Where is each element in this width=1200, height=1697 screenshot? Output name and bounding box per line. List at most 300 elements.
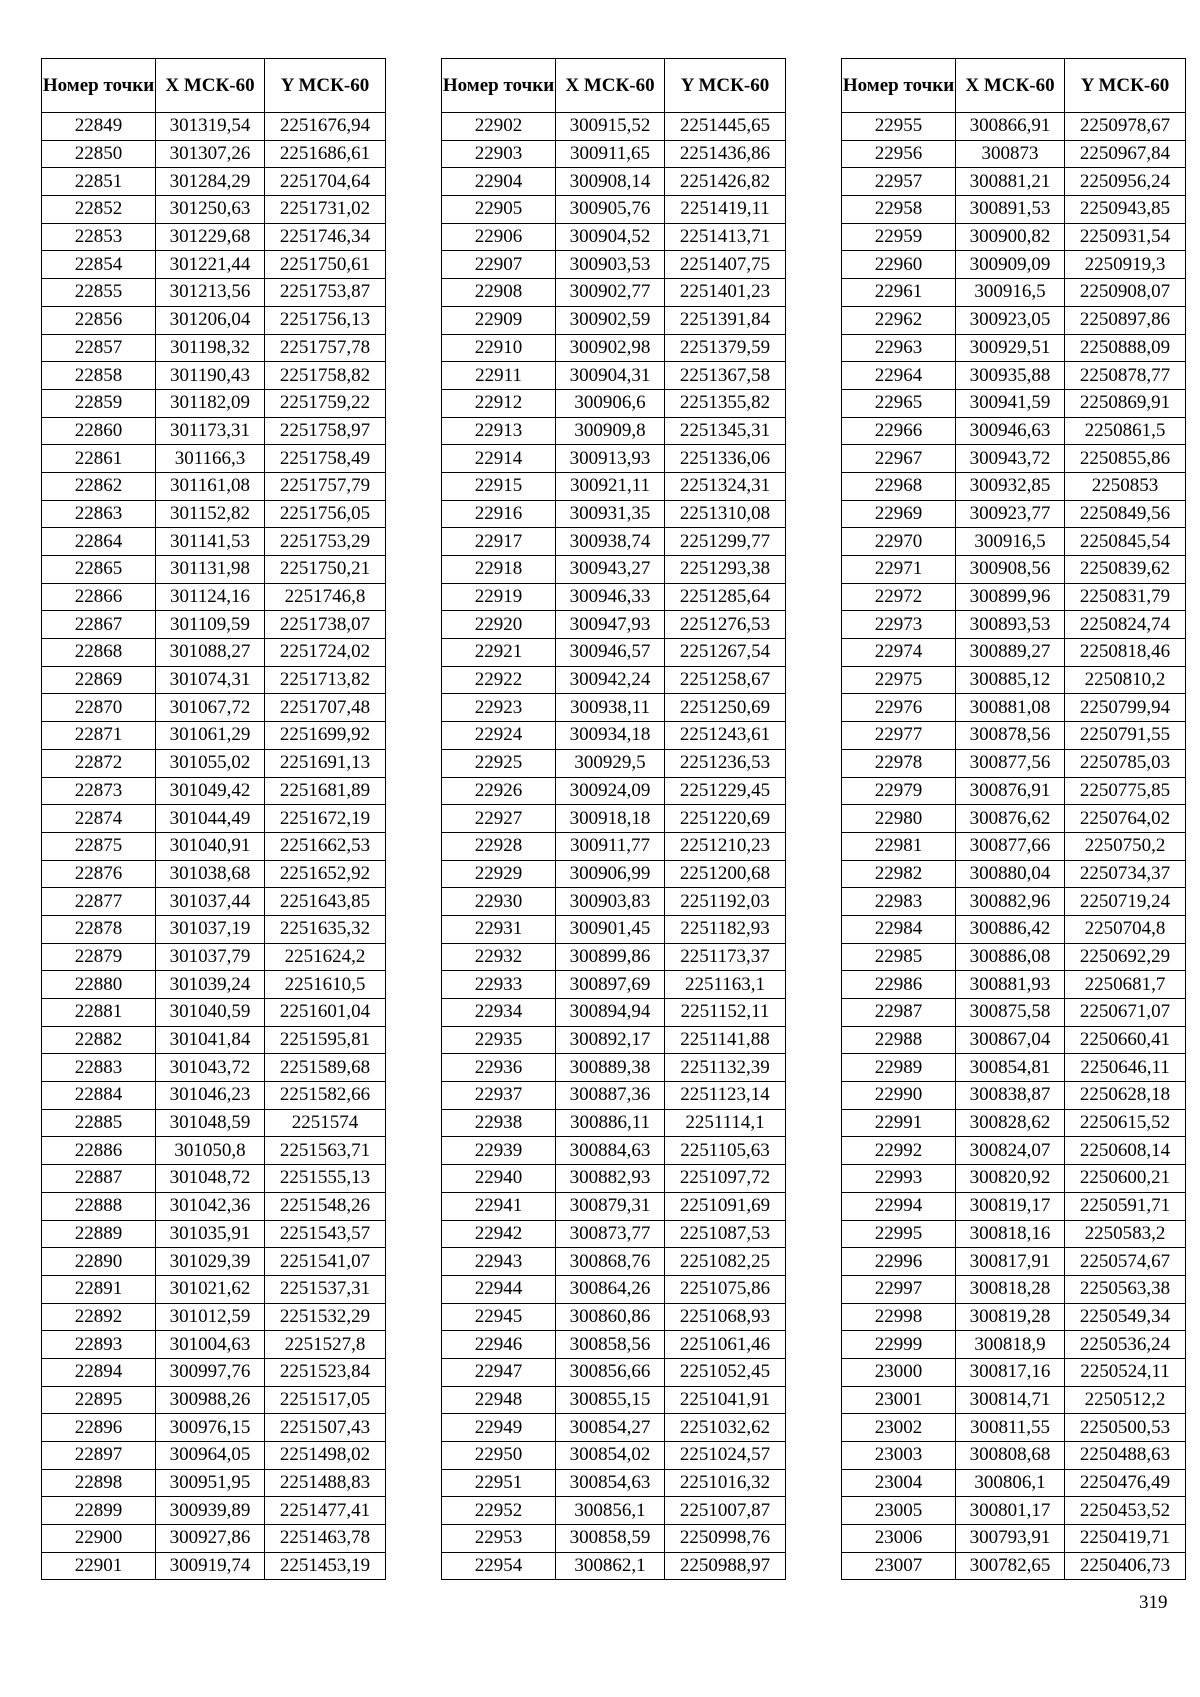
cell-x: 300856,66 [556, 1358, 665, 1386]
cell-x: 301198,32 [156, 334, 265, 362]
cell-point-number: 22934 [442, 999, 556, 1027]
cell-x: 300894,94 [556, 999, 665, 1027]
table-row [442, 528, 786, 556]
cell-y: 2251756,05 [265, 500, 386, 528]
table-row [42, 472, 386, 500]
cell-y: 2251041,91 [665, 1386, 786, 1414]
cell-y: 2251713,82 [265, 666, 386, 694]
cell-point-number: 22898 [42, 1469, 156, 1497]
table-row [442, 805, 786, 833]
cell-y: 2251367,58 [665, 362, 786, 390]
cell-point-number: 22979 [842, 777, 956, 805]
cell-point-number: 22925 [442, 749, 556, 777]
table-row [442, 611, 786, 639]
cell-x: 300855,15 [556, 1386, 665, 1414]
cell-x: 300854,81 [956, 1054, 1065, 1082]
cell-point-number: 22880 [42, 971, 156, 999]
cell-x: 301035,91 [156, 1220, 265, 1248]
table-row [442, 666, 786, 694]
cell-y: 2251488,83 [265, 1469, 386, 1497]
table-row [842, 1220, 1186, 1248]
cell-point-number: 22919 [442, 583, 556, 611]
cell-x: 300886,08 [956, 943, 1065, 971]
cell-y: 2251548,26 [265, 1192, 386, 1220]
table-row [842, 1109, 1186, 1137]
cell-y: 2251007,87 [665, 1497, 786, 1525]
cell-point-number: 22920 [442, 611, 556, 639]
table-row [442, 1054, 786, 1082]
cell-x: 300782,65 [956, 1552, 1065, 1580]
cell-point-number: 22949 [442, 1414, 556, 1442]
cell-y: 2250574,67 [1065, 1248, 1186, 1276]
header-x: X МСК-60 [556, 59, 665, 113]
table-row [842, 1358, 1186, 1386]
cell-y: 2251753,87 [265, 279, 386, 307]
cell-y: 2251704,64 [265, 168, 386, 196]
cell-point-number: 22899 [42, 1497, 156, 1525]
cell-point-number: 22928 [442, 832, 556, 860]
table-row [442, 1414, 786, 1442]
page-number: 319 [1139, 1592, 1168, 1613]
table-row [42, 1192, 386, 1220]
cell-y: 2250831,79 [1065, 583, 1186, 611]
cell-x: 300997,76 [156, 1358, 265, 1386]
header-y: Y МСК-60 [665, 59, 786, 113]
cell-x: 300916,5 [956, 279, 1065, 307]
cell-x: 301124,16 [156, 583, 265, 611]
cell-y: 2250628,18 [1065, 1082, 1186, 1110]
table-row [442, 279, 786, 307]
cell-y: 2251453,19 [265, 1552, 386, 1580]
table-row [42, 389, 386, 417]
cell-x: 301250,63 [156, 196, 265, 224]
table-row [842, 445, 1186, 473]
cell-point-number: 22967 [842, 445, 956, 473]
table-row [842, 1331, 1186, 1359]
table-row [442, 583, 786, 611]
cell-x: 300811,55 [956, 1414, 1065, 1442]
cell-y: 2251676,94 [265, 113, 386, 141]
cell-x: 300923,05 [956, 306, 1065, 334]
cell-y: 2250563,38 [1065, 1275, 1186, 1303]
cell-point-number: 22965 [842, 389, 956, 417]
cell-x: 300947,93 [556, 611, 665, 639]
cell-point-number: 22866 [42, 583, 156, 611]
cell-y: 2251087,53 [665, 1220, 786, 1248]
cell-y: 2251267,54 [665, 639, 786, 667]
cell-point-number: 22911 [442, 362, 556, 390]
cell-x: 300899,86 [556, 943, 665, 971]
cell-point-number: 22914 [442, 445, 556, 473]
cell-point-number: 22954 [442, 1552, 556, 1580]
cell-y: 2250919,3 [1065, 251, 1186, 279]
cell-x: 301141,53 [156, 528, 265, 556]
cell-y: 2251589,68 [265, 1054, 386, 1082]
table-row [442, 389, 786, 417]
cell-point-number: 22968 [842, 472, 956, 500]
cell-x: 300882,93 [556, 1165, 665, 1193]
cell-x: 300904,52 [556, 223, 665, 251]
cell-point-number: 23005 [842, 1497, 956, 1525]
cell-point-number: 22988 [842, 1026, 956, 1054]
cell-x: 301229,68 [156, 223, 265, 251]
cell-point-number: 22943 [442, 1248, 556, 1276]
table-row [442, 1386, 786, 1414]
cell-point-number: 22980 [842, 805, 956, 833]
cell-y: 2251541,07 [265, 1248, 386, 1276]
cell-y: 2251686,61 [265, 140, 386, 168]
cell-y: 2250818,46 [1065, 639, 1186, 667]
cell-point-number: 22859 [42, 389, 156, 417]
table-row [442, 500, 786, 528]
table-row [842, 196, 1186, 224]
cell-x: 300919,74 [156, 1552, 265, 1580]
cell-x: 300929,51 [956, 334, 1065, 362]
table-row [442, 417, 786, 445]
cell-point-number: 22907 [442, 251, 556, 279]
cell-point-number: 22929 [442, 860, 556, 888]
cell-point-number: 22852 [42, 196, 156, 224]
cell-x: 300877,56 [956, 749, 1065, 777]
cell-x: 301049,42 [156, 777, 265, 805]
cell-point-number: 22884 [42, 1082, 156, 1110]
cell-point-number: 22879 [42, 943, 156, 971]
cell-point-number: 23002 [842, 1414, 956, 1442]
table-row [442, 1303, 786, 1331]
cell-y: 2251243,61 [665, 722, 786, 750]
cell-point-number: 22851 [42, 168, 156, 196]
cell-x: 300858,59 [556, 1525, 665, 1553]
cell-y: 2251563,71 [265, 1137, 386, 1165]
cell-x: 300943,72 [956, 445, 1065, 473]
table-row [442, 1552, 786, 1580]
cell-y: 2251032,62 [665, 1414, 786, 1442]
cell-y: 2251537,31 [265, 1275, 386, 1303]
cell-point-number: 22915 [442, 472, 556, 500]
cell-point-number: 22912 [442, 389, 556, 417]
coordinates-table-3 [841, 58, 1186, 1580]
cell-x: 300935,88 [956, 362, 1065, 390]
cell-y: 2251758,49 [265, 445, 386, 473]
cell-x: 301190,43 [156, 362, 265, 390]
cell-y: 2251097,72 [665, 1165, 786, 1193]
cell-y: 2250488,63 [1065, 1442, 1186, 1470]
cell-x: 301166,3 [156, 445, 265, 473]
table-row [842, 611, 1186, 639]
cell-point-number: 22853 [42, 223, 156, 251]
cell-point-number: 22931 [442, 915, 556, 943]
cell-x: 300892,17 [556, 1026, 665, 1054]
cell-y: 2251236,53 [665, 749, 786, 777]
cell-y: 2250646,11 [1065, 1054, 1186, 1082]
cell-y: 2250824,74 [1065, 611, 1186, 639]
cell-y: 2251691,13 [265, 749, 386, 777]
cell-point-number: 22863 [42, 500, 156, 528]
table-row [42, 1275, 386, 1303]
cell-y: 2251299,77 [665, 528, 786, 556]
cell-y: 2251624,2 [265, 943, 386, 971]
cell-y: 2250785,03 [1065, 749, 1186, 777]
table-row [42, 223, 386, 251]
table-row [442, 1109, 786, 1137]
table-row [842, 1026, 1186, 1054]
cell-x: 300881,21 [956, 168, 1065, 196]
table-row [42, 1497, 386, 1525]
table-row [42, 1358, 386, 1386]
cell-x: 300838,87 [956, 1082, 1065, 1110]
cell-y: 2251324,31 [665, 472, 786, 500]
table-row [442, 472, 786, 500]
cell-point-number: 22871 [42, 722, 156, 750]
cell-y: 2250931,54 [1065, 223, 1186, 251]
table-row [42, 832, 386, 860]
cell-y: 2251152,11 [665, 999, 786, 1027]
cell-x: 300887,36 [556, 1082, 665, 1110]
table-row [42, 694, 386, 722]
cell-y: 2250791,55 [1065, 722, 1186, 750]
cell-point-number: 22960 [842, 251, 956, 279]
cell-x: 300921,11 [556, 472, 665, 500]
cell-x: 300909,09 [956, 251, 1065, 279]
cell-point-number: 22959 [842, 223, 956, 251]
table-row [842, 666, 1186, 694]
table-row [842, 223, 1186, 251]
cell-x: 300864,26 [556, 1275, 665, 1303]
table-row [42, 1525, 386, 1553]
cell-point-number: 22857 [42, 334, 156, 362]
cell-x: 300817,91 [956, 1248, 1065, 1276]
cell-x: 300793,91 [956, 1525, 1065, 1553]
table-row [842, 1192, 1186, 1220]
cell-point-number: 22971 [842, 556, 956, 584]
cell-point-number: 22932 [442, 943, 556, 971]
cell-y: 2250853 [1065, 472, 1186, 500]
table-row [42, 445, 386, 473]
cell-y: 2251401,23 [665, 279, 786, 307]
table-row [842, 1248, 1186, 1276]
cell-y: 2251477,41 [265, 1497, 386, 1525]
cell-x: 300946,57 [556, 639, 665, 667]
cell-point-number: 22972 [842, 583, 956, 611]
table-row [842, 1386, 1186, 1414]
cell-y: 2250861,5 [1065, 417, 1186, 445]
cell-y: 2250764,02 [1065, 805, 1186, 833]
table-row [842, 113, 1186, 141]
cell-point-number: 22997 [842, 1275, 956, 1303]
table-row [42, 1026, 386, 1054]
cell-point-number: 22918 [442, 556, 556, 584]
table-row [42, 666, 386, 694]
table-row [842, 1275, 1186, 1303]
table-row [42, 1137, 386, 1165]
cell-y: 2250839,62 [1065, 556, 1186, 584]
table-row [842, 1165, 1186, 1193]
cell-y: 2250878,77 [1065, 362, 1186, 390]
table-row [842, 777, 1186, 805]
table-row [42, 805, 386, 833]
table-row [42, 113, 386, 141]
table-header-row [842, 59, 1186, 113]
cell-point-number: 22970 [842, 528, 956, 556]
cell-point-number: 22982 [842, 860, 956, 888]
header-y: Y МСК-60 [265, 59, 386, 113]
cell-x: 301048,72 [156, 1165, 265, 1193]
table-row [442, 777, 786, 805]
cell-x: 300931,35 [556, 500, 665, 528]
cell-point-number: 22882 [42, 1026, 156, 1054]
table-row [42, 1220, 386, 1248]
cell-point-number: 22952 [442, 1497, 556, 1525]
cell-y: 2251258,67 [665, 666, 786, 694]
cell-y: 2251724,02 [265, 639, 386, 667]
cell-y: 2251750,61 [265, 251, 386, 279]
cell-y: 2250549,34 [1065, 1303, 1186, 1331]
table-row [442, 1525, 786, 1553]
cell-point-number: 22953 [442, 1525, 556, 1553]
cell-point-number: 22993 [842, 1165, 956, 1193]
cell-x: 301044,49 [156, 805, 265, 833]
cell-y: 2251276,53 [665, 611, 786, 639]
table-row [42, 279, 386, 307]
cell-x: 300924,09 [556, 777, 665, 805]
table-row [42, 306, 386, 334]
cell-y: 2250855,86 [1065, 445, 1186, 473]
table-row [42, 722, 386, 750]
cell-x: 300880,04 [956, 860, 1065, 888]
cell-point-number: 22937 [442, 1082, 556, 1110]
cell-y: 2250591,71 [1065, 1192, 1186, 1220]
cell-x: 300911,65 [556, 140, 665, 168]
cell-point-number: 22990 [842, 1082, 956, 1110]
table-row [842, 1303, 1186, 1331]
cell-point-number: 22881 [42, 999, 156, 1027]
cell-y: 2251200,68 [665, 860, 786, 888]
table-row [42, 1442, 386, 1470]
table-row [842, 362, 1186, 390]
cell-y: 2251075,86 [665, 1275, 786, 1303]
table-row [442, 999, 786, 1027]
cell-y: 2250681,7 [1065, 971, 1186, 999]
table-row [442, 722, 786, 750]
cell-x: 300868,76 [556, 1248, 665, 1276]
cell-point-number: 22977 [842, 722, 956, 750]
cell-y: 2250500,53 [1065, 1414, 1186, 1442]
cell-point-number: 22930 [442, 888, 556, 916]
cell-y: 2251024,57 [665, 1442, 786, 1470]
cell-y: 2251426,82 [665, 168, 786, 196]
table-row [842, 472, 1186, 500]
cell-y: 2251757,78 [265, 334, 386, 362]
cell-y: 2250810,2 [1065, 666, 1186, 694]
cell-x: 301161,08 [156, 472, 265, 500]
table-row [442, 1192, 786, 1220]
cell-point-number: 22855 [42, 279, 156, 307]
cell-point-number: 22958 [842, 196, 956, 224]
cell-point-number: 22985 [842, 943, 956, 971]
cell-x: 301088,27 [156, 639, 265, 667]
cell-y: 2251746,34 [265, 223, 386, 251]
cell-x: 300820,92 [956, 1165, 1065, 1193]
cell-y: 2251082,25 [665, 1248, 786, 1276]
cell-point-number: 22992 [842, 1137, 956, 1165]
table-row [842, 832, 1186, 860]
table-row [842, 1469, 1186, 1497]
cell-x: 300913,93 [556, 445, 665, 473]
cell-x: 300900,82 [956, 223, 1065, 251]
cell-y: 2251574 [265, 1109, 386, 1137]
table-row [442, 943, 786, 971]
cell-x: 300862,1 [556, 1552, 665, 1580]
cell-point-number: 22991 [842, 1109, 956, 1137]
cell-y: 2251436,86 [665, 140, 786, 168]
cell-y: 2251753,29 [265, 528, 386, 556]
cell-x: 301040,59 [156, 999, 265, 1027]
cell-y: 2250536,24 [1065, 1331, 1186, 1359]
cell-x: 300828,62 [956, 1109, 1065, 1137]
cell-point-number: 22927 [442, 805, 556, 833]
cell-point-number: 22864 [42, 528, 156, 556]
table-row [42, 1552, 386, 1580]
cell-x: 300976,15 [156, 1414, 265, 1442]
cell-point-number: 22893 [42, 1331, 156, 1359]
cell-point-number: 22894 [42, 1358, 156, 1386]
cell-point-number: 22947 [442, 1358, 556, 1386]
cell-x: 300818,28 [956, 1275, 1065, 1303]
cell-point-number: 22889 [42, 1220, 156, 1248]
cell-point-number: 22938 [442, 1109, 556, 1137]
cell-y: 2251555,13 [265, 1165, 386, 1193]
cell-point-number: 22969 [842, 500, 956, 528]
cell-y: 2251293,38 [665, 556, 786, 584]
cell-x: 301039,24 [156, 971, 265, 999]
table-row [842, 999, 1186, 1027]
table-row [842, 1082, 1186, 1110]
table-row [842, 528, 1186, 556]
cell-x: 301021,62 [156, 1275, 265, 1303]
cell-x: 300903,83 [556, 888, 665, 916]
table-row [442, 113, 786, 141]
cell-point-number: 22998 [842, 1303, 956, 1331]
cell-y: 2250524,11 [1065, 1358, 1186, 1386]
cell-y: 2251345,31 [665, 417, 786, 445]
cell-point-number: 22996 [842, 1248, 956, 1276]
cell-x: 300819,17 [956, 1192, 1065, 1220]
cell-y: 2250845,54 [1065, 528, 1186, 556]
cell-point-number: 22984 [842, 915, 956, 943]
table-row [42, 140, 386, 168]
cell-x: 300891,53 [956, 196, 1065, 224]
cell-point-number: 22849 [42, 113, 156, 141]
cell-y: 2251681,89 [265, 777, 386, 805]
table-row [42, 639, 386, 667]
table-row [842, 1414, 1186, 1442]
cell-point-number: 22995 [842, 1220, 956, 1248]
table-row [42, 583, 386, 611]
table-row [442, 860, 786, 888]
cell-point-number: 22936 [442, 1054, 556, 1082]
cell-point-number: 22924 [442, 722, 556, 750]
cell-point-number: 22892 [42, 1303, 156, 1331]
cell-x: 300902,59 [556, 306, 665, 334]
cell-x: 301109,59 [156, 611, 265, 639]
cell-x: 300881,08 [956, 694, 1065, 722]
cell-y: 2250615,52 [1065, 1109, 1186, 1137]
table-row [42, 611, 386, 639]
cell-y: 2251229,45 [665, 777, 786, 805]
cell-x: 300902,98 [556, 334, 665, 362]
cell-x: 300938,74 [556, 528, 665, 556]
cell-point-number: 22886 [42, 1137, 156, 1165]
